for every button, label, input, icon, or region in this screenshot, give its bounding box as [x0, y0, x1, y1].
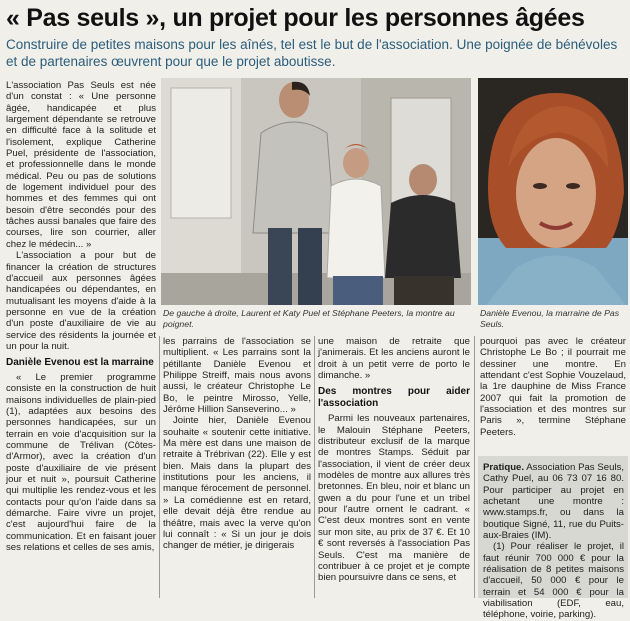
col1-paragraph-3: « Le premier programme consiste en la construction de huit maisons individuelles de plain-pied (1), adaptées aux besoins des personnes handicapées, sur un terrain en voie d'acquisition sur la commune de Trélivan (Côtes-d'Armor), avec la création d'un poste d'auxiliaire de vie présent jour et nuit », poursuit Catherine qui multiplie les rendez-vous et les contacts pour qu'on l'aide dans sa démarche. Faire vivre un projet, c'est aujourd'hui faire de la communication. Et en faisant jouer ses relations et celles de ses amis, — [6, 372, 156, 554]
portrait-photo-caption: Danièle Evenou, la marraine de Pas Seuls. — [480, 308, 620, 329]
column-divider — [159, 336, 160, 598]
portrait-photo — [478, 78, 628, 305]
footnote: (1) Pour réaliser le projet, il faut réunir 700 000 € pour la réalisation de 8 petites maisons d'accueil, 50 000 € pour le terrain et 54 000 € pour la viabilisation (EDF, eau, téléphone, voirie, parking). — [483, 541, 624, 621]
group-photo-image — [161, 78, 471, 305]
pratique-text: Association Pas Seuls, Cathy Puel, au 06 73 07 16 80. Pour participer au projet en achetant une montre : www.stamps.fr, ou dans la boutique Signé, 11, rue du Puits-aux-Braies (IM). — [483, 462, 625, 542]
practical-info-text — [483, 462, 624, 621]
subheading-marraine: Danièle Evenou est la marraine — [6, 357, 154, 368]
col3-paragraph-2: Parmi les nouveaux partenaires, le Malouin Stéphane Peeters, distributeur exclusif de la marque de montres Stamps. Séduit par l'association, il vient de créer deux modèles de montre aux allures très bretonnes. En bleu, noir et blanc un gwen a du pour l'une et un tribel pour l'autre ornent le cadrant. « C'est deux montres sont en vente sur mon site, au prix de 37 €. Et 10 € sont reversés à l'association Pas Seuls. C'est ma manière de contribuer à ce projet et je compte bien poursuivre dans ce sens, et — [318, 413, 470, 584]
article-headline: « Pas seuls », un projet pour les personnes âgées — [6, 4, 585, 32]
column-divider — [474, 336, 475, 598]
pratique-label: Pratique. — [483, 462, 525, 473]
col3-paragraph-1: une maison de retraite que j'animerais. Et les anciens auront le droit à un petit verre de porto le dimanche. » — [318, 336, 470, 382]
article-column-2 — [163, 336, 311, 552]
group-photo-caption: De gauche à droite, Laurent et Katy Puel et Stéphane Peeters, la montre au poignet. — [163, 308, 455, 329]
column-divider — [314, 336, 315, 598]
article-standfirst: Construire de petites maisons pour les aînés, tel est le but de l'association. Une poignée de bénévoles et de partenaires œuvrent pour que le projet aboutisse. — [6, 37, 618, 69]
article-column-4 — [480, 336, 626, 438]
col2-paragraph-1: les parrains de l'association se multiplient. « Les parrains sont la pétillante Danièle Evenou et Philippe Streiff, mais nous avons aussi, le créateur Christophe Le Bo, le peintre Mirosso, Yelle, Jérôme Hillion Sanseverino... » — [163, 336, 311, 416]
intro-paragraph-2: L'association a pour but de financer la création de structures d'accueil aux personnes âgées handicapées ou dépendantes, en mutualisant les moyens d'aide à la personne en vue de la création d'un poste d'auxiliaire de vie au service des résidents la journée et un pour la nuit. — [6, 250, 156, 352]
col4-paragraph-1: pourquoi pas avec le créateur Christophe Le Bo ; il pourrait me dessiner une montre. En attendant c'est Sophie Vouzelaud, la 1re dauphine de Miss France 2007 qui fait la promotion de l'association et des montres sur Paris », termine Stéphane Peeters. — [480, 336, 626, 438]
group-photo — [161, 78, 471, 305]
subheading-montres: Des montres pour aider l'association — [318, 386, 470, 410]
intro-paragraph-1: L'association Pas Seuls est née d'un constat : « Une personne âgée, handicapée et plus largement dépendante se retrouve en difficulté face à la solitude et l'isolement, explique Catherine Puel, présidente de l'association, et professionnelle dans le monde médical. Peu ou pas de solutions de logement individuel pour des hommes et des femmes qui ont besoin d'être secondés pour des tâches aussi banales que faire des courses, lire son courrier, aller chez le médecin... » — [6, 80, 156, 250]
article-column-3 — [318, 336, 470, 584]
article-column-1 — [6, 80, 156, 352]
col2-paragraph-2: Jointe hier, Danièle Evenou souhaite « soutenir cette initiative. Ma mère est dans une maison de retraite à Trébrivan (22). Elle y est bien. Mais dans la plupart des institutions pour les anciens, il manque férocement de personnel. » La comédienne est en retard, elle devait déjà être rendue au théâtre, mais avec la verve qu'on lui connaît : « Si un jour je dois changer de métier, je dirigerais — [163, 415, 311, 552]
portrait-photo-image — [478, 78, 628, 305]
article-column-1-bottom — [6, 352, 156, 554]
